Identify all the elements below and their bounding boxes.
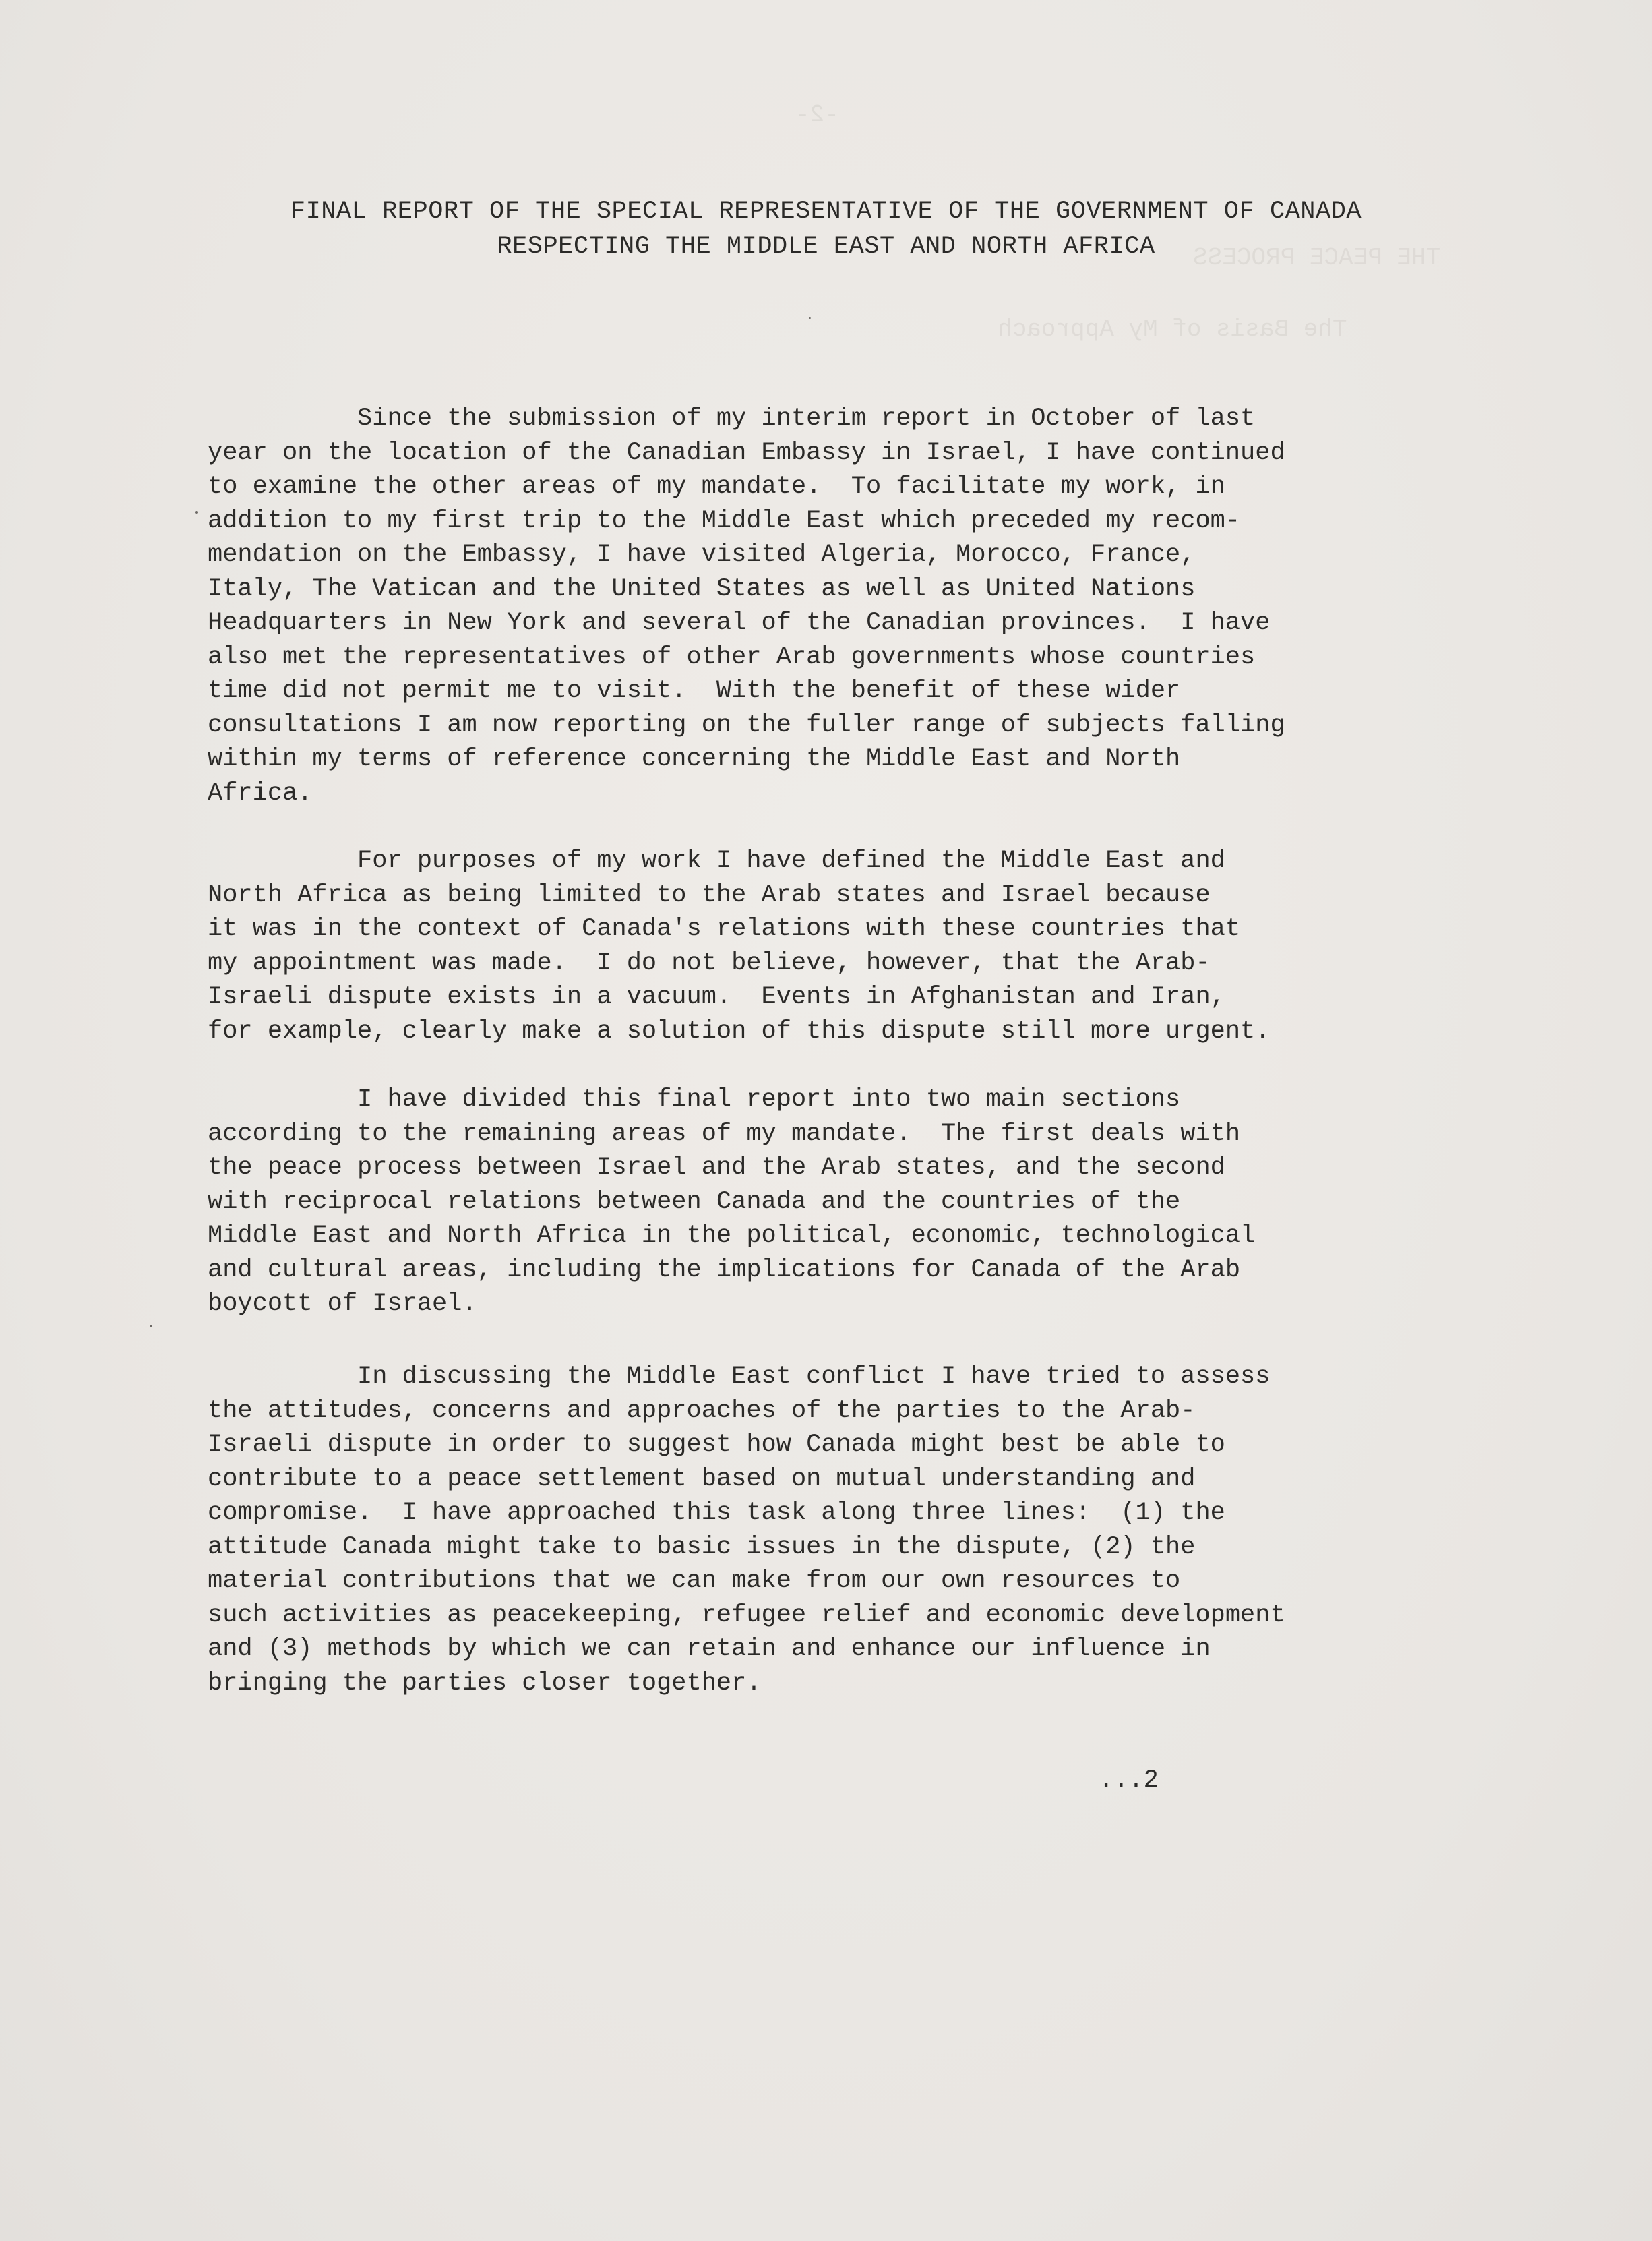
paper-speck — [195, 511, 198, 514]
bleed-through-heading: THE PEACE PROCESS — [1193, 244, 1441, 272]
paragraph-2: For purposes of my work I have defined the Middle East and North Africa as being limited to the Arab states and Israel because it was in the context of Canada's relations with these countries that my appointment was made. I do not believe, however, that the Arab- Israeli dispute exists in a vacuum. Events in Afghanistan and Iran, for example, clearly make a solution of this dispute still more urgent. — [208, 847, 1271, 1046]
bleed-through-subheading: The Basis of My Approach — [998, 316, 1347, 343]
report-title — [135, 194, 1517, 264]
paper-speck — [809, 317, 811, 319]
paragraph-1: Since the submission of my interim report in October of last year on the location of the Canadian Embassy in Israel, I have continued to examine the other areas of my mandate. To facilitate my work, in addition to my first trip to the Middle East which preceded my recom- mendation on the Embassy, I have visited Algeria, Morocco, France, Italy, The Vatican and the United States as well as United Nations Headquarters in New York and several of the Canadian provinces. I have also met the representatives of other Arab governments whose countries time did not permit me to visit. With the benefit of these wider consultations I am now reporting on the fuller range of subjects falling within my terms of reference concerning the Middle East and North Africa. — [208, 405, 1285, 808]
bleed-through-page-number: -2- — [795, 101, 839, 129]
title-line-2: RESPECTING THE MIDDLE EAST AND NORTH AFRICA — [497, 233, 1155, 261]
continuation-marker: ...2 — [1099, 1766, 1159, 1795]
paragraph-4: In discussing the Middle East conflict I have tried to assess the attitudes, concerns and approaches of the parties to the Arab- Israeli dispute in order to suggest how Canada might best be able to contribute to a peace settlement based on mutual understanding and compromise. I have approached this task along three lines: (1) the attitude Canada might take to basic issues in the dispute, (2) the material contributions that we can make from our own resources to such activities as peacekeeping, refugee relief and economic development and (3) methods by which we can retain and enhance our influence in bringing the parties closer together. — [208, 1363, 1285, 1698]
title-line-1: FINAL REPORT OF THE SPECIAL REPRESENTATIVE OF THE GOVERNMENT OF CANADA — [290, 198, 1362, 226]
paragraph-3: I have divided this final report into two main sections according to the remaining areas of my mandate. The first deals with the peace process between Israel and the Arab states, and the second with reciprocal relations between Canada and the countries of the Middle East and North Africa in the political, economic, technological and cultural areas, including the implications for Canada of the Arab boycott of Israel. — [208, 1085, 1256, 1318]
paper-speck — [150, 1325, 152, 1327]
